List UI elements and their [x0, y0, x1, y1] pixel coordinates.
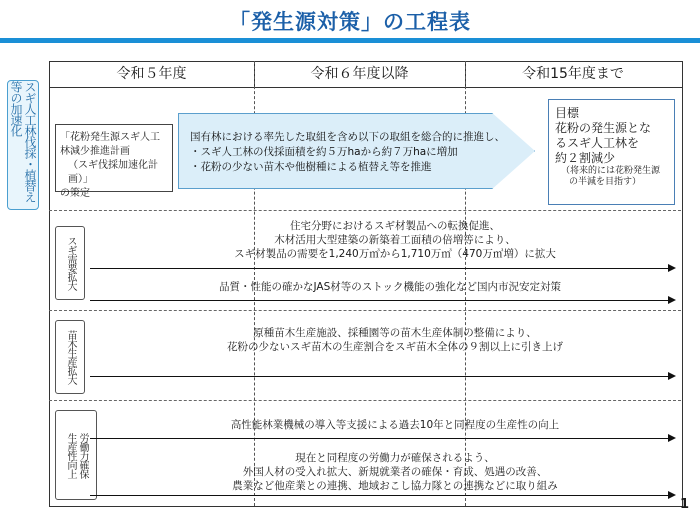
column-header-r15: 令和15年度まで [522, 66, 624, 82]
labor-text-2 [150, 451, 640, 493]
category-demand: スギ需要拡大 [55, 226, 85, 300]
goal-note: の半減を目指す） [569, 177, 642, 187]
side-label: スギ人工林伐採・植替え等の加速化 [7, 80, 39, 210]
column-header-r6: 令和６年度以降 [310, 66, 409, 82]
category-labor-col: 労働力確保 [77, 432, 88, 478]
demand-line: 住宅分野におけるスギ材製品への転換促進、 [290, 220, 500, 232]
plan-line: 林減少推進計画 [60, 146, 130, 157]
goal-line: 花粉の発生源とな [555, 121, 652, 135]
goal-line: るスギ人工林を [555, 136, 640, 150]
labor-text-1: 高性能林業機械の導入等支援による過去10年と同程度の生産性の向上 [230, 419, 560, 431]
promotion-line: ・スギ人工林の伐採面積を約５万haから約７万haに増加 [190, 146, 458, 158]
promotion-line: 国有林における率先した取組を含め以下の取組を総合的に推進し、 [190, 131, 505, 143]
labor-arrow-2 [90, 495, 674, 496]
section-separator [49, 310, 681, 311]
plan-line: 「花粉発生源スギ人工 [60, 132, 160, 143]
goal-line: 約２割減少 [555, 151, 616, 165]
demand-text-1 [160, 219, 630, 261]
demand-arrow-2 [90, 300, 674, 301]
labor-line: 農業など他産業との連携、地域おこし協力隊との連携などに取り組み [232, 480, 558, 492]
plan-line: （スギ伐採加速化計画）」 [68, 160, 158, 185]
seedling-line: 花粉の少ないスギ苗木の生産割合をスギ苗木全体の９割以上に引き上げ [227, 341, 563, 353]
goal-line: 目標 [555, 106, 580, 120]
labor-arrow-1 [90, 438, 674, 439]
promotion-text [190, 130, 510, 175]
category-labor-col: 生産性向上 [65, 432, 76, 478]
page-title: 「発生源対策」の工程表 [229, 10, 471, 34]
header-divider [49, 87, 682, 88]
labor-line: 外国人材の受入れ拡大、新規就業者の確保・育成、処遇の改善、 [242, 466, 548, 478]
seedling-line: 原種苗木生産施設、採種園等の苗木生産体制の整備により、 [253, 327, 537, 339]
seedling-arrow [90, 376, 674, 377]
category-labor [55, 410, 97, 500]
category-seedlings: 苗木生産拡大 [55, 320, 85, 394]
goal-note: （将来的には花粉発生源 [561, 166, 661, 176]
section-separator [49, 400, 681, 401]
plan-line: の策定 [60, 188, 90, 199]
promotion-line: ・花粉の少ない苗木や他樹種による植替え等を推進 [190, 161, 432, 173]
goal-box [548, 99, 675, 205]
page-number: 1 [680, 497, 690, 512]
title-underline [0, 38, 700, 43]
column-header-r5: 令和５年度 [116, 66, 187, 82]
demand-text-2: 品質・性能の確かなJAS材等のストック機能の強化など国内市況安定対策 [219, 281, 561, 293]
demand-arrow-1 [90, 268, 674, 269]
demand-line: スギ材製品の需要を1,240万㎥から1,710万㎥（470万㎥増）に拡大 [234, 248, 556, 260]
plan-box [55, 124, 173, 199]
seedling-text [160, 326, 630, 354]
section-separator [49, 210, 681, 211]
labor-line: 現在と同程度の労働力が確保されるよう、 [295, 452, 495, 464]
demand-line: 木材活用大型建築の新築着工面積の倍増等により、 [274, 234, 516, 246]
